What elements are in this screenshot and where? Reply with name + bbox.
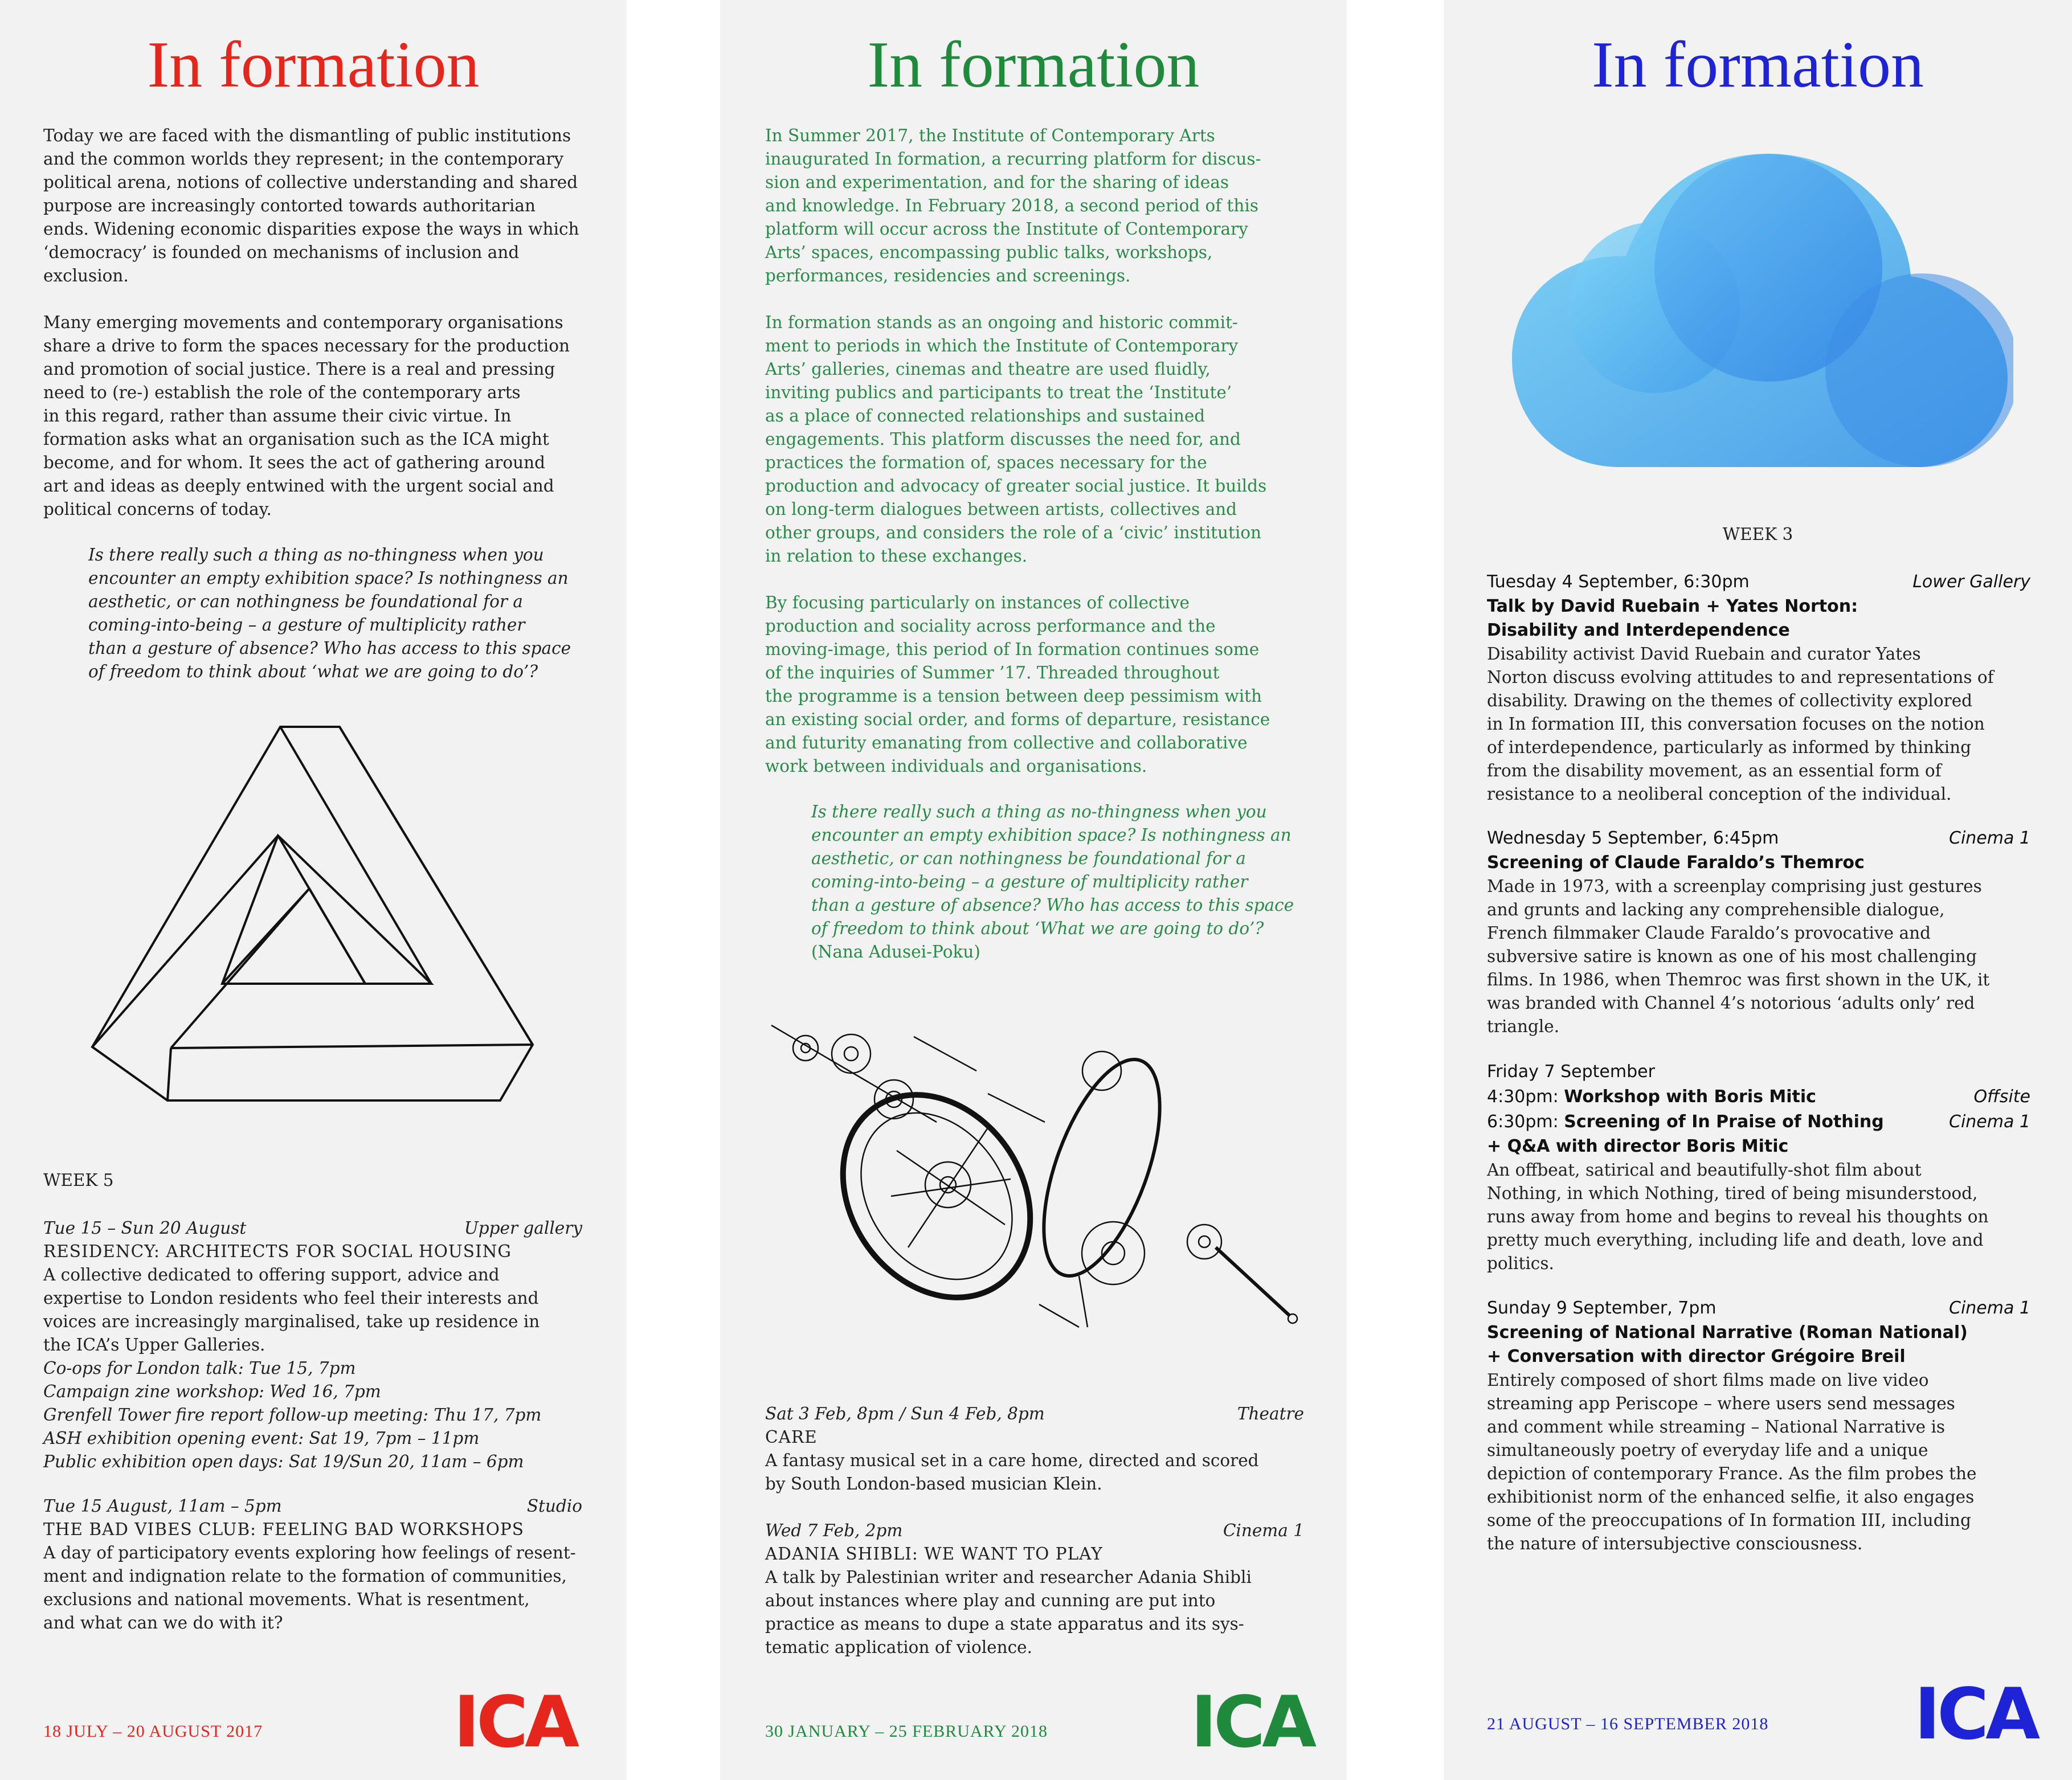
event-venue: Cinema 1 <box>1223 1521 1304 1540</box>
event-entry <box>765 1402 1304 1496</box>
quote-block: Is there really such a thing as no-thingness when you encounter an empty exhibition space? Is nothingness an aesthetic, or can nothingness be foundational for a coming-into-being – a gesture of multiplicity rather than a gesture of absence? Who has access to this space of freedom to think about ‘what we are going to do’? <box>88 545 571 681</box>
event-description: Made in 1973, with a screenplay comprising just gestures and grunts and lacking any comprehensible dialogue, French filmmaker Claude Faraldo’s provocative and subversive satire is known as one of his most challenging films. In 1986, when Themroc was first shown in the UK, it was branded with Channel 4’s notorious ‘adults only’ red triangle. <box>1487 877 1990 1036</box>
event-venue: Cinema 1 <box>1949 1298 2030 1318</box>
poster-panel-2017 <box>0 0 627 1780</box>
event-title: ADANIA SHIBLI: WE WANT TO PLAY <box>765 1544 1103 1564</box>
event-venue: Cinema 1 <box>1949 828 2030 848</box>
panel-title: In formation <box>1591 28 1924 101</box>
event-title: Screening of National Narrative (Roman National) + Conversation with director Grégoire Breil <box>1487 1323 1968 1366</box>
event-title: THE BAD VIBES CLUB: FEELING BAD WORKSHOPS <box>43 1520 524 1539</box>
event-when: Tuesday 4 September, 6:30pm <box>1487 572 1750 592</box>
slot-title: Screening of In Praise of Nothing <box>1564 1112 1884 1132</box>
poster-panel-2018-feb <box>720 0 1347 1780</box>
event-when: Sat 3 Feb, 8pm / Sun 4 Feb, 8pm <box>765 1404 1045 1423</box>
date-range: 18 JULY – 20 AUGUST 2017 <box>43 1722 263 1741</box>
event-entry <box>765 1519 1304 1659</box>
event-description: Disability activist David Ruebain and curator Yates Norton discuss evolving attitudes to and representations of disability. Drawing on the themes of collectivity explored in In formation III, this conversation focuses on the notion of interdependence, particularly as informed by thinking from the disability movement, as an essential form of resistance to a neoliberal conception of the individual. <box>1487 644 1994 804</box>
event-entry <box>1487 570 2030 806</box>
poster-panel-2018-sep <box>1444 0 2072 1780</box>
event-when: Wed 7 Feb, 2pm <box>765 1521 903 1540</box>
event-title: Talk by David Ruebain + Yates Norton: Disability and Interdependence <box>1487 596 1858 640</box>
week-label: WEEK 3 <box>1722 525 1793 544</box>
event-venue: Studio <box>526 1496 582 1516</box>
event-venue: Lower Gallery <box>1912 572 2030 592</box>
event-when: Tue 15 – Sun 20 August <box>43 1218 247 1238</box>
intro-paragraph: Today we are faced with the dismantling of public institutions and the common worlds they represent; in the contemporary political arena, notions of collective understanding and shared purpose are increasingly contorted towards authoritarian ends. Widening economic disparities expose the ways in which ‘democracy’ is founded on mechanisms of inclusion and exclusion. <box>43 126 579 285</box>
event-entry <box>1487 1059 2030 1275</box>
ica-logo: ICA <box>453 1681 577 1763</box>
quote-block: Is there really such a thing as no-thingness when you encounter an empty exhibition space? Is nothingness an aesthetic, or can nothingness be foundational for a coming-into-being – a gesture of multiplicity rather than a gesture of absence? Who has access to this space of freedom to think about ‘What we are going to do’? <box>811 802 1294 938</box>
panel-title: In formation <box>147 28 480 101</box>
date-range: 21 AUGUST – 16 SEPTEMBER 2018 <box>1487 1714 1769 1733</box>
cloud-icon <box>1512 154 2013 473</box>
event-when: Sunday 9 September, 7pm <box>1487 1298 1717 1318</box>
intro-paragraph: In Summer 2017, the Institute of Contemporary Arts inaugurated In formation, a recurring platform for discus- sion and experimentation, and for the sharing of ideas and knowledge. In February 2018, a second period of this platform will occur across the Institute of Contemporary Arts’ spaces, encompassing public talks, workshops, performances, residencies and screenings. <box>765 126 1261 285</box>
impossible-triangle-icon <box>85 718 541 1116</box>
event-entry <box>1487 1296 2030 1556</box>
panel-title: In formation <box>867 28 1200 101</box>
intro-paragraph: Many emerging movements and contemporary organisations share a drive to form the spaces necessary for the production and promotion of social justice. There is a real and pressing need to (re-) establish the role of the contemporary arts in this regard, rather than assume their civic virtue. In formation asks what an organisation such as the ICA might become, and for whom. It sees the act of gathering around art and ideas as deeply entwined with the urgent social and political concerns of today. <box>43 313 570 519</box>
event-entry <box>43 1495 582 1635</box>
event-description: An offbeat, satirical and beautifully-shot film about Nothing, in which Nothing, tired of being misunderstood, runs away from home and begins to reveal his thoughts on pretty much everything, including life and death, love and politics. <box>1487 1160 1989 1273</box>
event-description: Entirely composed of short films made on live video streaming app Periscope – where users send messages and comment while streaming – National Narrative is simultaneously poetry of everyday life and a unique depiction of contemporary France. As the film probes the exhibitionist norm of the enhanced selfie, it also engages some of the preoccupations of In formation III, including the nature of intersubjective consciousness. <box>1487 1370 1977 1553</box>
slot-title: Workshop with Boris Mitic <box>1564 1087 1816 1107</box>
event-when: Wednesday 5 September, 6:45pm <box>1487 828 1779 848</box>
event-description: A collective dedicated to offering support, advice and expertise to London residents who feel their interests and voices are increasingly marginalised, take up residence in the ICA’s Upper Galleries. <box>43 1265 540 1355</box>
event-venue: Theatre <box>1237 1404 1304 1423</box>
intro-paragraph: In formation stands as an ongoing and historic commit- ment to periods in which the Institute of Contemporary Arts’ galleries, cinemas and theatre are used fluidly, inviting publics and participants to treat the ‘Institute’ as a place of connected relationships and sustained engagements. This platform discusses the need for, and practices the formation of, spaces necessary for the production and advocacy of greater social justice. It builds on long-term dialogues between artists, collectives and other groups, and considers the role of a ‘civic’ institution in relation to these exchanges. <box>765 313 1267 566</box>
event-venue: Offsite <box>1973 1087 2030 1107</box>
event-title: + Q&A with director Boris Mitic <box>1487 1136 1789 1156</box>
week-label: WEEK 5 <box>43 1171 114 1190</box>
event-description: A talk by Palestinian writer and researcher Adania Shibli about instances where play and cunning are put into practice as means to dupe a state apparatus and its sys- tematic application of violence. <box>765 1568 1252 1657</box>
event-title: RESIDENCY: ARCHITECTS FOR SOCIAL HOUSING <box>43 1242 512 1261</box>
quote-author: (Nana Adusei-Poku) <box>811 942 980 961</box>
event-entry <box>1487 826 2030 1038</box>
event-when: Friday 7 September <box>1487 1062 1655 1082</box>
event-venue: Cinema 1 <box>1949 1112 2030 1132</box>
ica-logo: ICA <box>1191 1681 1314 1763</box>
date-range: 30 JANUARY – 25 FEBRUARY 2018 <box>765 1722 1048 1741</box>
event-title: Screening of Claude Faraldo’s Themroc <box>1487 853 1865 873</box>
ica-logo: ICA <box>1914 1673 2037 1756</box>
event-schedule: Co-ops for London talk: Tue 15, 7pm Campaign zine workshop: Wed 16, 7pm Grenfell Tower fire report follow-up meeting: Thu 17, 7pm ASH exhibition opening event: Sat 19, 7pm – 11pm Public exhibition open days: Sat 19/Sun 20, 11am – 6pm <box>43 1358 542 1471</box>
event-entry <box>43 1217 582 1474</box>
slot-time: 4:30pm: <box>1487 1087 1559 1107</box>
slot-time: 6:30pm: <box>1487 1112 1559 1132</box>
event-description: A fantasy musical set in a care home, directed and scored by South London-based musician Klein. <box>765 1451 1259 1493</box>
wheel-diagram-icon <box>760 1008 1307 1361</box>
event-title: CARE <box>765 1427 818 1447</box>
intro-paragraph: By focusing particularly on instances of collective production and sociality across performance and the moving-image, this period of In formation continues some of the inquiries of Summer ’17. Threaded throughout the programme is a tension between deep pessimism with an existing social order, and forms of departure, resistance and futurity emanating from collective and collaborative work between individuals and organisations. <box>765 593 1270 776</box>
event-description: A day of participatory events exploring how feelings of resent- ment and indignation relate to the formation of communities, exclusions and national movements. What is resentment, and what can we do with it? <box>43 1543 576 1632</box>
event-venue: Upper gallery <box>464 1218 582 1238</box>
event-when: Tue 15 August, 11am – 5pm <box>43 1496 282 1516</box>
